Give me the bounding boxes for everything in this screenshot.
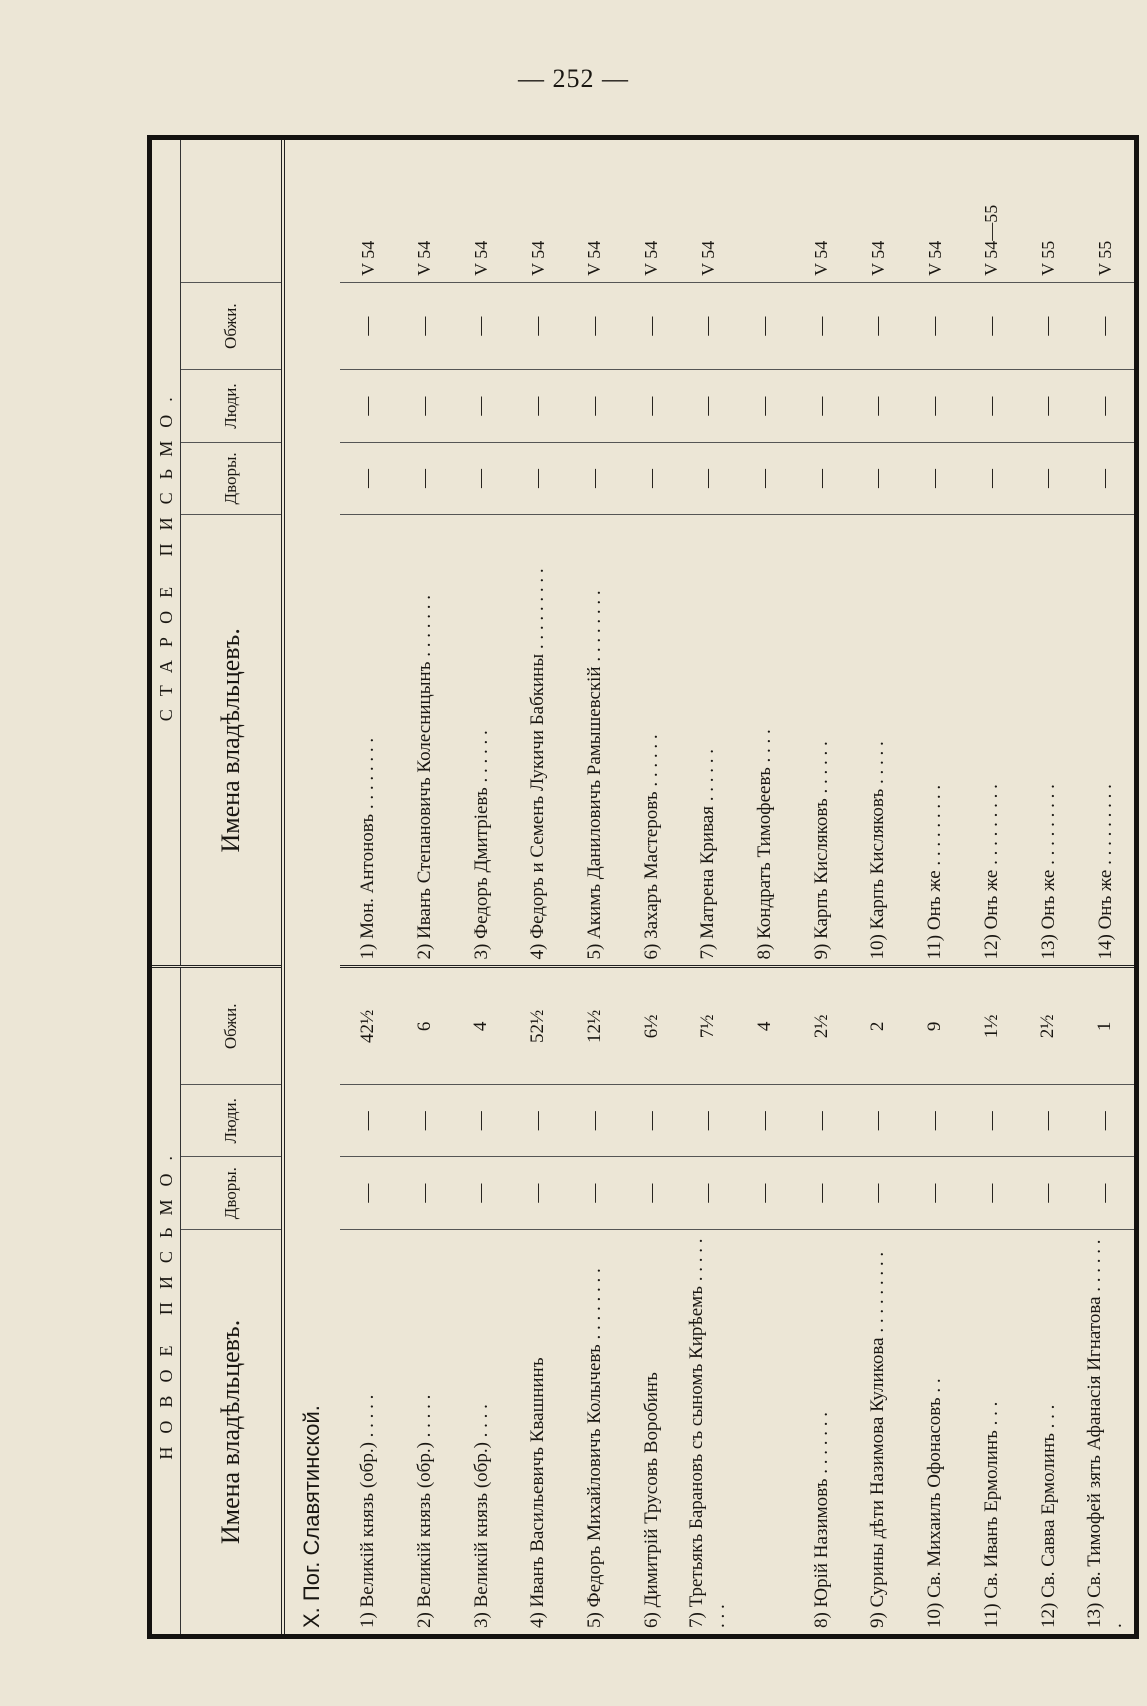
old-owner-name: 7) Матрена Кривая . . . . . .	[680, 515, 737, 967]
source-reference	[737, 138, 794, 283]
rotated-register-table	[147, 135, 1139, 1639]
old-col-obzhi: Обжи.	[181, 282, 284, 369]
source-reference: V 55	[1077, 138, 1137, 283]
old-dvory-cell: —	[623, 442, 680, 514]
old-liudi-cell: —	[850, 370, 907, 442]
new-liudi-cell: —	[396, 1085, 453, 1157]
new-dvory-cell: —	[737, 1157, 794, 1229]
new-dvory-cell: —	[907, 1157, 964, 1229]
old-owner-name: 10) Карпъ Кисляковъ . . . . .	[850, 515, 907, 967]
table-row	[793, 138, 850, 1637]
table-row	[623, 138, 680, 1637]
source-reference: V 54—55	[963, 138, 1020, 283]
new-owner-name: 2) Великій князь (обр.) . . . . .	[413, 1394, 435, 1628]
new-liudi-cell: —	[680, 1085, 737, 1157]
old-dvory-cell: —	[567, 442, 624, 514]
old-col-names: Имена владѣльцевъ.	[181, 515, 284, 967]
new-col-dvory: Дворы.	[181, 1157, 284, 1229]
new-dvory-cell: —	[850, 1157, 907, 1229]
old-liudi-cell: —	[1020, 370, 1077, 442]
source-reference: V 54	[850, 138, 907, 283]
old-obzhi-cell: —	[1020, 282, 1077, 369]
page-number: — 252 —	[518, 64, 629, 93]
old-obzhi-cell: —	[510, 282, 567, 369]
old-obzhi-cell: —	[737, 282, 794, 369]
old-liudi-cell: —	[963, 370, 1020, 442]
old-owner-name: 9) Карпъ Кисляковъ . . . . . .	[793, 515, 850, 967]
section-title: X. Пог. Славятинской.	[299, 1405, 325, 1628]
new-col-obzhi: Обжи.	[181, 967, 284, 1085]
table-row	[1077, 138, 1137, 1637]
old-obzhi-cell: —	[850, 282, 907, 369]
old-liudi-cell: —	[567, 370, 624, 442]
old-register-title: СТАРОЕ ПИСЬМО.	[150, 138, 181, 968]
new-obzhi-cell: 4	[453, 967, 510, 1085]
old-liudi-cell: —	[340, 370, 397, 442]
new-owner-name	[737, 1229, 794, 1636]
old-liudi-cell: —	[510, 370, 567, 442]
old-dvory-cell: —	[680, 442, 737, 514]
old-obzhi-cell: —	[567, 282, 624, 369]
new-owner-name: 11) Св. Иванъ Ермолинъ . . .	[980, 1401, 1002, 1628]
new-obzhi-cell: 9	[907, 967, 964, 1085]
new-col-names: Имена владѣльцевъ.	[181, 1229, 284, 1636]
old-dvory-cell: —	[510, 442, 567, 514]
table-row	[963, 138, 1020, 1637]
old-dvory-cell: —	[907, 442, 964, 514]
old-owner-name: 11) Онъ же . . . . . . . . .	[907, 515, 964, 967]
register-table	[147, 135, 1139, 1639]
old-obzhi-cell: —	[396, 282, 453, 369]
old-obzhi-cell: —	[623, 282, 680, 369]
table-row	[510, 138, 567, 1637]
old-col-liudi: Люди.	[181, 370, 284, 442]
new-liudi-cell: —	[623, 1085, 680, 1157]
new-dvory-cell: —	[567, 1157, 624, 1229]
old-dvory-cell: —	[963, 442, 1020, 514]
new-dvory-cell: —	[963, 1157, 1020, 1229]
new-owner-name: 1) Великій князь (обр.) . . . . .	[357, 1394, 379, 1628]
old-owner-name: 4) Федоръ и Семенъ Лукичи Бабкины . . . . . . . . .	[510, 515, 567, 967]
new-col-liudi: Люди.	[181, 1085, 284, 1157]
new-liudi-cell: —	[907, 1085, 964, 1157]
new-obzhi-cell: 2½	[1020, 967, 1077, 1085]
old-obzhi-cell: —	[680, 282, 737, 369]
new-dvory-cell: —	[1020, 1157, 1077, 1229]
old-dvory-cell: —	[850, 442, 907, 514]
table-row	[907, 138, 964, 1637]
new-obzhi-cell: 42½	[340, 967, 397, 1085]
source-reference: V 54	[510, 138, 567, 283]
column-header-row	[181, 138, 284, 1637]
table-row	[680, 138, 737, 1637]
new-obzhi-cell: 6	[396, 967, 453, 1085]
new-dvory-cell: —	[793, 1157, 850, 1229]
old-liudi-cell: —	[907, 370, 964, 442]
source-reference: V 54	[453, 138, 510, 283]
old-owner-name: 6) Захаръ Мастеровъ . . . . . .	[623, 515, 680, 967]
new-owner-name: 4) Иванъ Васильевичъ Квашнинъ	[527, 1357, 549, 1628]
new-liudi-cell: —	[340, 1085, 397, 1157]
new-liudi-cell: —	[453, 1085, 510, 1157]
new-obzhi-cell: 4	[737, 967, 794, 1085]
old-owner-name: 3) Федоръ Дмитріевъ . . . . . .	[453, 515, 510, 967]
new-obzhi-cell: 2	[850, 967, 907, 1085]
new-register-title: НОВОЕ ПИСЬМО.	[150, 967, 181, 1637]
old-owner-name: 14) Онъ же . . . . . . . . .	[1077, 515, 1137, 967]
table-row	[340, 138, 397, 1637]
new-owner-name: 5) Федоръ Михайловичъ Колычевъ . . . . . . . .	[583, 1268, 605, 1628]
table-row	[737, 138, 794, 1637]
old-owner-name: 12) Онъ же . . . . . . . . .	[963, 515, 1020, 967]
new-owner-name: 13) Св. Тимофей зять Афанасія Игнатова . . . . . . .	[1083, 1239, 1127, 1628]
new-owner-name: 12) Св. Савва Ермолинъ . . .	[1037, 1404, 1059, 1628]
new-obzhi-cell: 6½	[623, 967, 680, 1085]
old-col-dvory: Дворы.	[181, 442, 284, 514]
source-reference: V 54	[907, 138, 964, 283]
old-dvory-cell: —	[737, 442, 794, 514]
group-header-row	[150, 138, 181, 1637]
old-dvory-cell: —	[340, 442, 397, 514]
new-obzhi-cell: 12½	[567, 967, 624, 1085]
source-reference: V 54	[793, 138, 850, 283]
old-liudi-cell: —	[680, 370, 737, 442]
new-owner-name: 3) Великій князь (обр.) . . . .	[470, 1404, 492, 1628]
table-row	[567, 138, 624, 1637]
old-owner-name: 1) Мон. Антоновъ . . . . . . . .	[340, 515, 397, 967]
new-liudi-cell: —	[567, 1085, 624, 1157]
old-dvory-cell: —	[1077, 442, 1137, 514]
new-dvory-cell: —	[623, 1157, 680, 1229]
old-liudi-cell: —	[1077, 370, 1137, 442]
old-dvory-cell: —	[453, 442, 510, 514]
new-obzhi-cell: 2½	[793, 967, 850, 1085]
new-dvory-cell: —	[1077, 1157, 1137, 1229]
table-row	[850, 138, 907, 1637]
new-liudi-cell: —	[793, 1085, 850, 1157]
new-dvory-cell: —	[340, 1157, 397, 1229]
old-obzhi-cell: —	[963, 282, 1020, 369]
source-reference: V 54	[680, 138, 737, 283]
new-liudi-cell: —	[737, 1085, 794, 1157]
new-dvory-cell: —	[680, 1157, 737, 1229]
new-obzhi-cell: 52½	[510, 967, 567, 1085]
source-reference: V 54	[567, 138, 624, 283]
table-row	[453, 138, 510, 1637]
source-reference: V 54	[623, 138, 680, 283]
old-dvory-cell: —	[793, 442, 850, 514]
new-dvory-cell: —	[396, 1157, 453, 1229]
source-reference: V 54	[396, 138, 453, 283]
new-liudi-cell: —	[1020, 1085, 1077, 1157]
source-reference: V 54	[340, 138, 397, 283]
old-liudi-cell: —	[453, 370, 510, 442]
new-obzhi-cell: 7½	[680, 967, 737, 1085]
ref-col	[181, 138, 284, 283]
old-obzhi-cell: —	[1077, 282, 1137, 369]
new-dvory-cell: —	[453, 1157, 510, 1229]
new-liudi-cell: —	[510, 1085, 567, 1157]
new-liudi-cell: —	[963, 1085, 1020, 1157]
new-owner-name: 7) Третьякъ Барановъ съ сыномъ Кирѣемъ . . . . . . . .	[686, 1238, 730, 1628]
old-dvory-cell: —	[396, 442, 453, 514]
section-row	[283, 138, 340, 1637]
source-reference: V 55	[1020, 138, 1077, 283]
old-obzhi-cell: —	[340, 282, 397, 369]
old-owner-name: 5) Акимъ Даниловичъ Рамышевскій . . . . . . . .	[567, 515, 624, 967]
new-owner-name: 9) Сурины дѣти Назимова Куликова . . . . . . . . .	[867, 1251, 889, 1628]
table-row	[1020, 138, 1077, 1637]
new-owner-name: 6) Димитрій Трусовъ Воробинъ	[640, 1372, 662, 1628]
old-owner-name: 13) Онъ же . . . . . . . . .	[1020, 515, 1077, 967]
old-owner-name: 2) Иванъ Степановичъ Колесницынъ . . . . . . .	[396, 515, 453, 967]
old-liudi-cell: —	[737, 370, 794, 442]
new-obzhi-cell: 1½	[963, 967, 1020, 1085]
new-owner-name: 8) Юрій Назимовъ . . . . . . .	[810, 1412, 832, 1628]
new-owner-name: 10) Св. Михаилъ Офонасовъ . .	[924, 1378, 946, 1628]
new-dvory-cell: —	[510, 1157, 567, 1229]
old-liudi-cell: —	[396, 370, 453, 442]
table-row	[396, 138, 453, 1637]
old-owner-name: 8) Кондратъ Тимофеевъ . . . .	[737, 515, 794, 967]
old-obzhi-cell: —	[907, 282, 964, 369]
new-liudi-cell: —	[850, 1085, 907, 1157]
old-obzhi-cell: —	[453, 282, 510, 369]
old-obzhi-cell: —	[793, 282, 850, 369]
old-liudi-cell: —	[793, 370, 850, 442]
old-dvory-cell: —	[1020, 442, 1077, 514]
old-liudi-cell: —	[623, 370, 680, 442]
new-obzhi-cell: 1	[1077, 967, 1137, 1085]
new-liudi-cell: —	[1077, 1085, 1137, 1157]
